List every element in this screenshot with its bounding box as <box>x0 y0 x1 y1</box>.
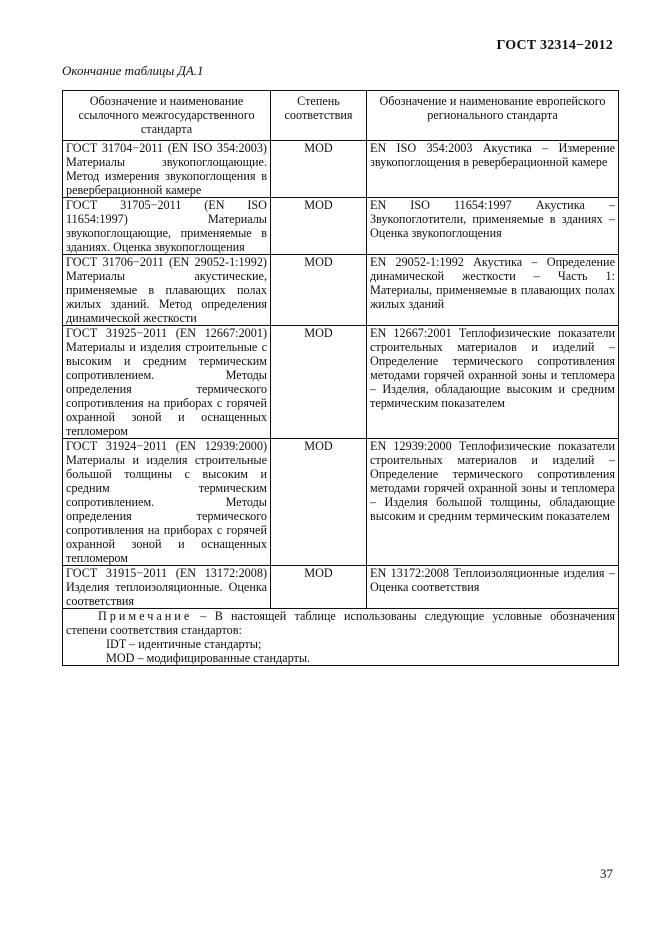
reference-standard-cell: ГОСТ 31704−2011 (EN ISO 354:2003) Материалы звукопоглощающие. Метод измерения звукопоглощения в реверберационной камере <box>63 141 271 198</box>
european-standard-cell: EN 12667:2001 Теплофизические показатели строительных материалов и изделий – Определение термического сопротивления методами горячей охранной зоны и тепломера – Изделия, обладающие высоким и средним термическим показателем <box>367 326 619 439</box>
column-header-european-standard: Обозначение и наименование европейского регионального стандарта <box>367 91 619 141</box>
note-item-idt: IDT – идентичные стандарты; <box>106 637 262 651</box>
degree-cell: MOD <box>271 141 367 198</box>
degree-cell: MOD <box>271 439 367 566</box>
degree-cell: MOD <box>271 566 367 609</box>
table-caption: Окончание таблицы ДА.1 <box>62 63 204 78</box>
european-standard-cell: EN ISO 354:2003 Акустика – Измерение звукопоглощения в реверберационной камере <box>367 141 619 198</box>
european-standard-cell: EN 29052-1:1992 Акустика – Определение динамической жесткости – Часть 1: Материалы, применяемые в плавающих полах жилых зданий <box>367 255 619 326</box>
reference-standard-cell: ГОСТ 31706−2011 (EN 29052-1:1992) Материалы акустические, применяемые в плавающих полах жилых зданий. Метод определения динамической жесткости <box>63 255 271 326</box>
reference-standard-cell: ГОСТ 31915−2011 (EN 13172:2008) Изделия теплоизоляционные. Оценка соответствия <box>63 566 271 609</box>
table-row <box>63 326 619 439</box>
table-row <box>63 198 619 255</box>
note-label: Примечание <box>98 609 193 623</box>
reference-standard-cell: ГОСТ 31705−2011 (EN ISO 11654:1997) Материалы звукопоглощающие, применяемые в зданиях. Оценка звукопоглощения <box>63 198 271 255</box>
document-code: ГОСТ 32314−2012 <box>496 38 613 53</box>
reference-standard-cell: ГОСТ 31925−2011 (EN 12667:2001) Материалы и изделия строительные с высоким и средним термическим сопротивлением. Методы определения термического сопротивления на приборах с горячей охранной зоной и оснащенных тепломером <box>63 326 271 439</box>
table-note <box>63 609 619 666</box>
column-header-reference-standard: Обозначение и наименование ссылочного межгосударственного стандарта <box>63 91 271 141</box>
table-row <box>63 439 619 566</box>
column-header-degree: Степень соответствия <box>271 91 367 141</box>
page-number: 37 <box>600 866 613 881</box>
correspondence-table <box>62 90 619 666</box>
table-row <box>63 255 619 326</box>
table-header-row <box>63 91 619 141</box>
degree-cell: MOD <box>271 198 367 255</box>
european-standard-cell: EN 12939:2000 Теплофизические показатели строительных материалов и изделий – Определение термического сопротивления методами горячей охранной зоны и тепломера – Изделия большой толщины, обладающие высоким и средним термическим показателем <box>367 439 619 566</box>
degree-cell: MOD <box>271 255 367 326</box>
european-standard-cell: EN 13172:2008 Теплоизоляционные изделия – Оценка соответствия <box>367 566 619 609</box>
european-standard-cell: EN ISO 11654:1997 Акустика – Звукопоглотители, применяемые в зданиях – Оценка звукопоглощения <box>367 198 619 255</box>
table-note-row <box>63 609 619 666</box>
note-heading <box>66 609 615 637</box>
table-row <box>63 566 619 609</box>
note-item-mod: MOD – модифицированные стандарты. <box>106 651 311 665</box>
degree-cell: MOD <box>271 326 367 439</box>
note-text: – В настоящей таблице использованы следующие условные обозначения степени соответствия стандартов: <box>66 609 615 637</box>
reference-standard-cell: ГОСТ 31924−2011 (EN 12939:2000) Материалы и изделия строительные большой толщины с высоким и средним термическим сопротивлением. Методы определения термического сопротивления на приборах с горячей охранной зоной и оснащенных тепломером <box>63 439 271 566</box>
table-row <box>63 141 619 198</box>
